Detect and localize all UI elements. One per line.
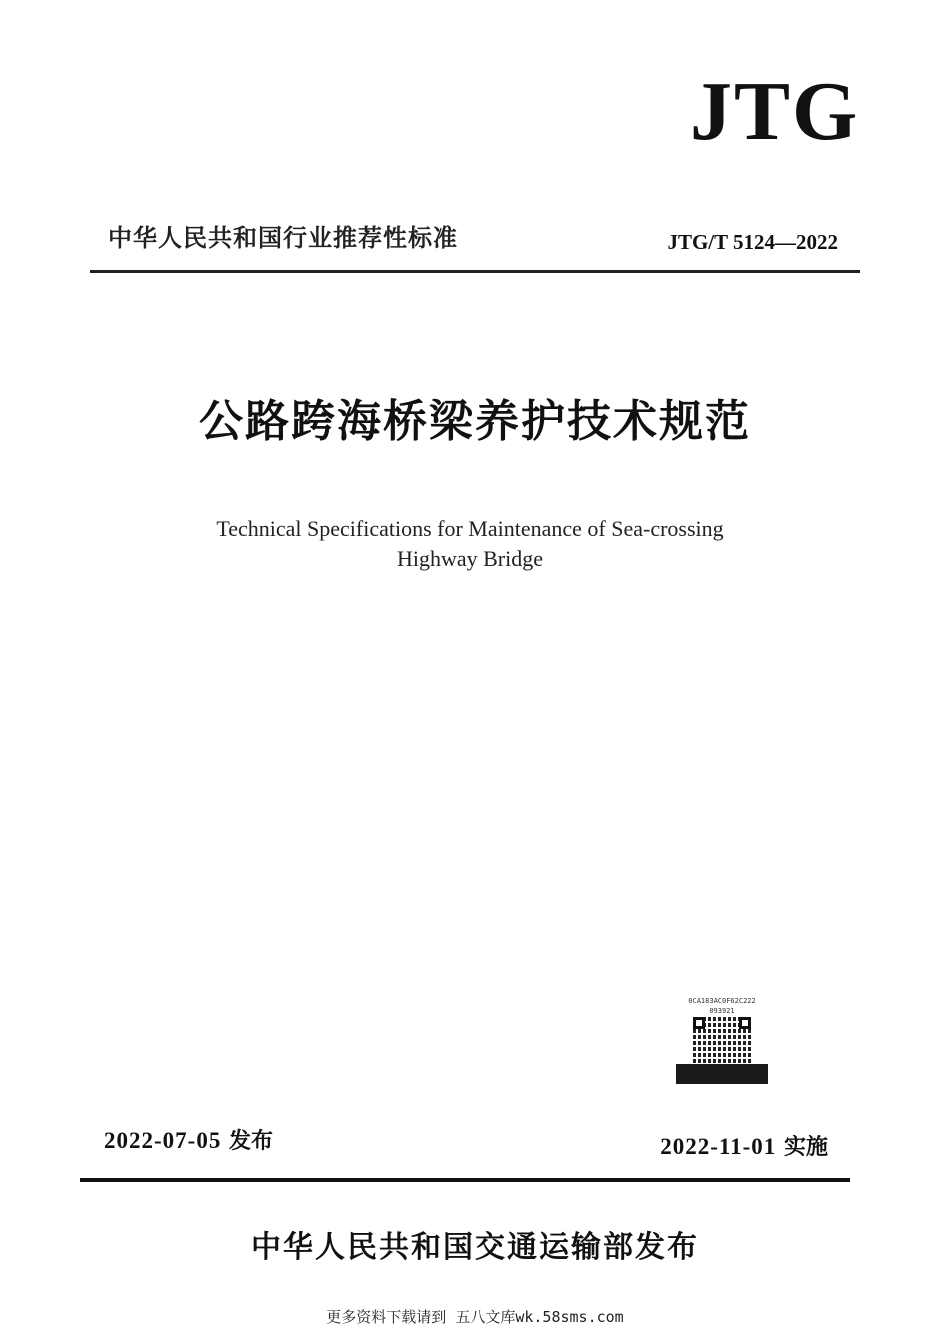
title-english-line2: Highway Bridge (396, 546, 544, 571)
title-english-line1: Technical Specifications for Maintenance of Sea-crossing (216, 516, 724, 541)
title-chinese: 公路跨海桥梁养护技术规范 (199, 396, 751, 447)
qr-label (676, 996, 768, 1084)
implement-date: 2022-11-01 (660, 1134, 777, 1159)
jtg-logo: JTG (690, 65, 860, 158)
implement-date-line (660, 1130, 828, 1161)
standard-type: 中华人民共和国行业推荐性标准 (108, 224, 458, 252)
qr-code-text-1: 0CA183AC0F62C222 (688, 997, 756, 1005)
standard-code: JTG/T 5124—2022 (667, 230, 838, 254)
issue-label: 发布 (229, 1129, 274, 1154)
footer-download-link[interactable]: 更多资料下载请到 五八文库wk.58sms.com (326, 1308, 624, 1326)
qr-code-text-2: 093921 (709, 1007, 735, 1015)
publisher: 中华人民共和国交通运输部发布 (251, 1230, 699, 1265)
top-divider (90, 270, 860, 273)
issue-date-line (104, 1124, 273, 1155)
implement-label: 实施 (783, 1135, 828, 1160)
title-english (0, 514, 940, 574)
issue-date: 2022-07-05 (104, 1128, 222, 1153)
black-bar (676, 1064, 768, 1084)
bottom-divider (80, 1178, 850, 1182)
qr-code-icon (693, 1017, 751, 1063)
